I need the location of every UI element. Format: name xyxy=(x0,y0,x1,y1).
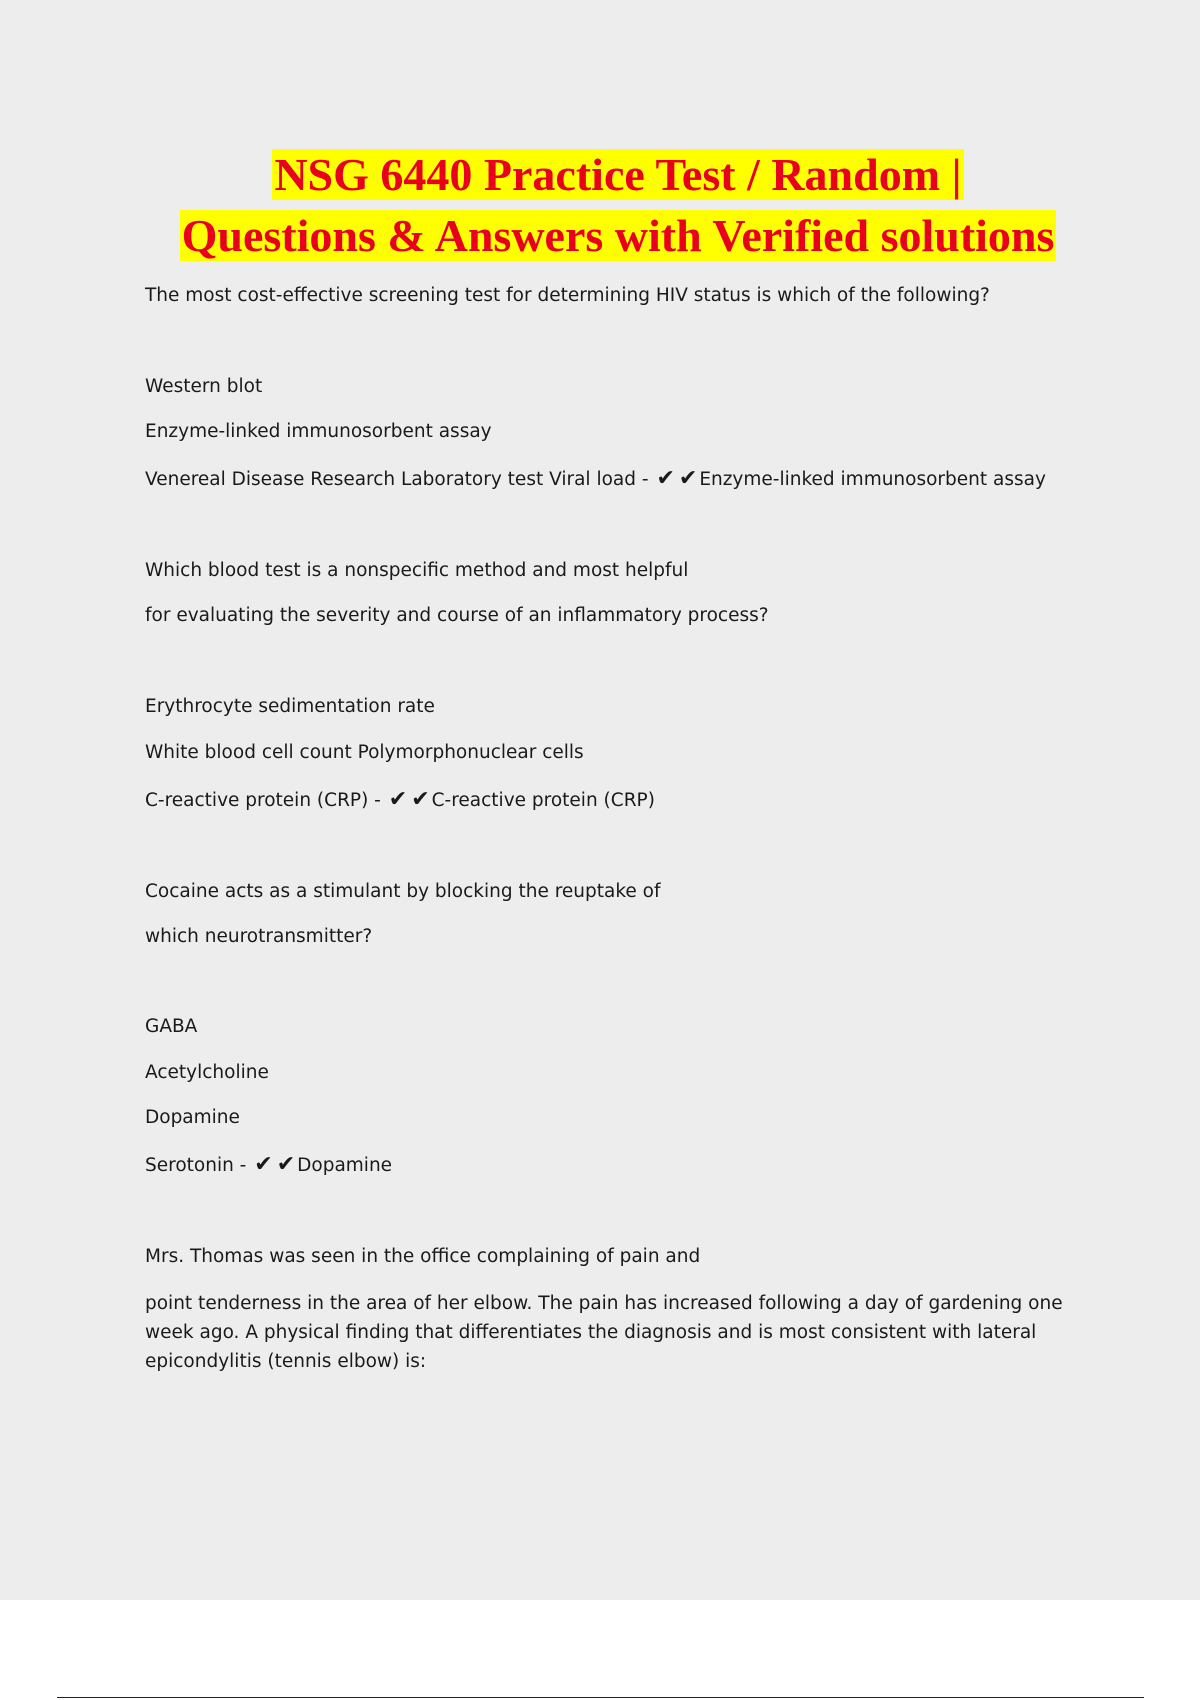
question-3-option-1: GABA xyxy=(145,1016,198,1037)
question-1-stem: The most cost-effective screening test for determining HIV status is which of the following? xyxy=(145,285,990,306)
question-1-option-2: Enzyme-linked immunosorbent assay xyxy=(145,421,492,442)
checkmark-icon: ✔ xyxy=(678,466,698,491)
question-2-answer: C-reactive protein (CRP) xyxy=(431,790,655,811)
question-1-option-1: Western blot xyxy=(145,376,263,397)
question-3-stem-line-1: Cocaine acts as a stimulant by blocking the reuptake of xyxy=(145,881,661,902)
question-2-stem-line-1: Which blood test is a nonspecific method and most helpful xyxy=(145,560,689,581)
question-3-answer: Dopamine xyxy=(297,1155,393,1176)
question-3-answer-line xyxy=(145,1153,392,1179)
question-3-option-4: Serotonin - xyxy=(145,1155,247,1176)
question-1-answer: Enzyme-linked immunosorbent assay xyxy=(699,469,1046,490)
question-4-stem-paragraph: point tenderness in the area of her elbow. The pain has increased following a day of gardening one week ago. A physical finding that differentiates the diagnosis and is most consistent with lateral epicondylitis (tennis elbow) is: xyxy=(145,1293,1063,1372)
checkmark-icon: ✔ xyxy=(254,1152,273,1177)
question-1-answer-line xyxy=(145,467,1046,493)
document-title xyxy=(0,144,1200,266)
checkmark-icon: ✔ xyxy=(388,787,408,812)
question-2-option-2: White blood cell count Polymorphonuclear cells xyxy=(145,742,584,763)
checkmark-icon: ✔ xyxy=(276,1152,296,1177)
question-1-option-3: Venereal Disease Research Laboratory test Viral load - xyxy=(145,469,649,490)
question-4-stem-line-1: Mrs. Thomas was seen in the office complaining of pain and xyxy=(145,1246,701,1267)
question-2-stem-line-2: for evaluating the severity and course of an inflammatory process? xyxy=(145,605,769,626)
checkmark-icon: ✔ xyxy=(656,466,675,491)
question-3-option-2: Acetylcholine xyxy=(145,1062,269,1083)
question-3-option-3: Dopamine xyxy=(145,1107,240,1128)
question-3-stem-line-2: which neurotransmitter? xyxy=(145,926,373,947)
question-2-answer-line xyxy=(145,788,655,814)
question-2-option-3: C-reactive protein (CRP) - xyxy=(145,790,381,811)
page-separator-line xyxy=(57,1697,1144,1698)
question-2-option-1: Erythrocyte sedimentation rate xyxy=(145,696,435,717)
title-line-1: NSG 6440 Practice Test / Random | xyxy=(274,149,962,200)
checkmark-icon: ✔ xyxy=(411,787,430,812)
title-line-2: Questions & Answers with Verified solutions xyxy=(181,210,1055,261)
